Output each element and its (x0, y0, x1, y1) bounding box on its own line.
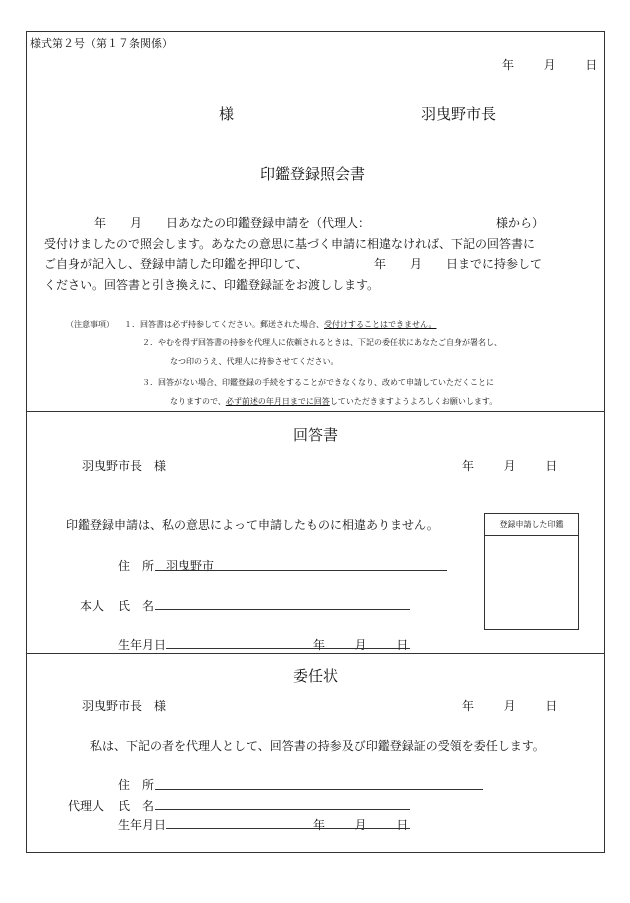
form-label: 様式第２号（第１７条関係） (30, 37, 173, 50)
reply-name-label: 氏 名 (118, 599, 155, 613)
proxy-addressee: 羽曳野市長 様 (82, 699, 167, 713)
note-1-num: １． (124, 320, 140, 329)
notes-heading: （注意事項） (66, 320, 114, 329)
proxy-dob-fields (313, 816, 408, 833)
note-2-line-1 (124, 337, 502, 348)
day-label: 日 (585, 58, 598, 72)
reply-addressee: 羽曳野市長 様 (82, 459, 167, 473)
body-line-2: 受付けましたので照会します。あなたの意思に基づく申請に相違なければ、下記の回答書に (44, 237, 536, 251)
issuer: 羽曳野市長 (421, 105, 497, 123)
note-3-text-b: していただきますようよろしくお願いします。 (329, 397, 498, 406)
note-2-text: やむを得ず回答書の持参を代理人に依頼されるときは、下記の委任状にあなたご自身が署名し、 (158, 338, 502, 347)
proxy-day-label: 日 (545, 699, 558, 713)
proxy-date (462, 697, 557, 714)
body-line-4: ください。回答書と引き換えに、印鑑登録証をお渡しします。 (44, 278, 380, 292)
reply-address-line (155, 570, 447, 571)
proxy-dob-line[interactable] (166, 828, 410, 829)
reply-dob-month: 月 (354, 638, 367, 652)
proxy-title: 委任状 (293, 667, 339, 685)
stamp-label: 登録申請した印鑑 (485, 514, 578, 536)
header-date (502, 56, 597, 73)
page-title: 印鑑登録照会書 (260, 165, 366, 183)
reply-date (462, 457, 557, 474)
reply-title: 回答書 (293, 426, 339, 444)
principal-label: 本人 (80, 599, 105, 613)
note-2-line-2: なつ印のうえ、代理人に持参させてください。 (170, 357, 339, 366)
body-line-3b: 年 月 日までに持参して (374, 257, 543, 271)
year-label: 年 (502, 58, 515, 72)
note-1 (124, 319, 436, 330)
proxy-dob-month: 月 (354, 818, 367, 832)
reply-statement: 印鑑登録申請は、私の意思によって申請したものに相違ありません。 (66, 518, 439, 532)
proxy-month-label: 月 (503, 699, 516, 713)
note-3-line-2 (170, 396, 497, 407)
reply-address-label: 住 所 (118, 559, 155, 573)
reply-day-label: 日 (545, 459, 558, 473)
proxy-name-line[interactable] (155, 809, 410, 810)
proxy-address-line[interactable] (155, 789, 483, 790)
proxy-year-label: 年 (462, 699, 475, 713)
divider-proxy (26, 653, 605, 654)
note-1-underlined: 受付けすることはできません。 (324, 320, 437, 329)
reply-dob-line[interactable] (166, 648, 410, 649)
proxy-dob-year: 年 (313, 818, 326, 832)
note-2-num: ２． (142, 338, 158, 347)
reply-name-line[interactable] (155, 609, 410, 610)
body-line-1a: 年 月 日あなたの印鑑登録申請を（代理人： (94, 216, 371, 230)
reply-month-label: 月 (503, 459, 516, 473)
proxy-statement: 私は、下記の者を代理人として、回答書の持参及び印鑑登録証の受領を委任します。 (90, 739, 545, 753)
agent-label: 代理人 (68, 799, 105, 813)
reply-dob-year: 年 (313, 638, 326, 652)
note-3-line-1 (124, 377, 494, 388)
body-line-1b: 様から） (496, 216, 545, 230)
reply-dob-label: 生年月日 (118, 638, 167, 652)
reply-address-value[interactable]: 羽曳野市 (166, 559, 215, 573)
note-3-num: ３． (142, 378, 158, 387)
divider-reply (26, 411, 605, 412)
proxy-name-label: 氏 名 (118, 799, 155, 813)
proxy-dob-label: 生年月日 (118, 818, 167, 832)
body-line-3a: ご自身が記入し、登録申請した印鑑を押印して、 (44, 257, 308, 271)
proxy-dob-day: 日 (396, 818, 409, 832)
stamp-box (484, 513, 579, 630)
note-3-underlined: 必ず前述の年月日までに回答 (225, 397, 330, 406)
reply-dob-day: 日 (396, 638, 409, 652)
month-label: 月 (543, 58, 556, 72)
reply-year-label: 年 (462, 459, 475, 473)
note-3-text: 回答がない場合、印鑑登録の手続をすることができなくなり、改めて申請していただくことに (158, 378, 494, 387)
proxy-address-label: 住 所 (118, 778, 155, 792)
note-1-text: 回答書は必ず持参してください。郵送された場合、 (140, 320, 324, 329)
reply-dob-fields (313, 636, 408, 653)
note-3-text-a: なりますので、 (170, 397, 226, 406)
addressee-suffix: 様 (219, 105, 235, 123)
